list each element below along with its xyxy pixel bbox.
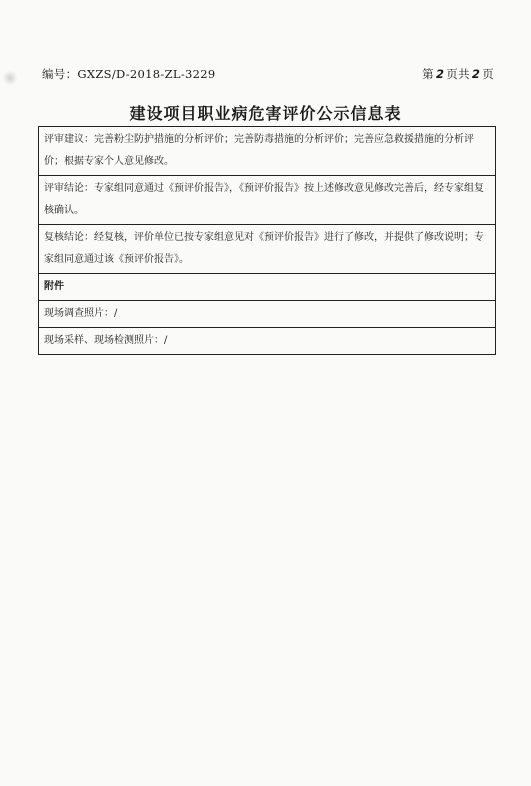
info-table <box>38 126 496 355</box>
page-info <box>422 66 494 82</box>
page-prefix: 第 <box>422 67 434 81</box>
page-middle: 页共 <box>446 67 470 81</box>
recheck-conclusion-cell: 复核结论：经复核，评价单位已按专家组意见对《预评价报告》进行了修改，并提供了修改说明；专家组同意通过该《预评价报告》。 <box>39 225 496 274</box>
table-row <box>39 301 496 328</box>
table-row <box>39 127 496 176</box>
review-conclusion-cell: 评审结论：专家组同意通过《预评价报告》，《预评价报告》按上述修改意见修改完善后，经专家组复核确认。 <box>39 176 496 225</box>
table-row <box>39 176 496 225</box>
sampling-photos-cell: 现场采样、现场检测照片：/ <box>39 328 496 355</box>
doc-number: 编号：GXZS/D-2018-ZL-3229 <box>42 67 216 81</box>
table-row <box>39 274 496 301</box>
table-row <box>39 328 496 355</box>
page-total: 2 <box>471 67 481 81</box>
page-suffix: 页 <box>482 67 494 81</box>
page-title: 建设项目职业病危害评价公示信息表 <box>129 104 402 123</box>
attachment-label-cell: 附件 <box>39 274 496 301</box>
scan-smudge <box>3 70 17 86</box>
header-row <box>42 66 494 84</box>
table-row <box>39 225 496 274</box>
review-suggestion-cell: 评审建议：完善粉尘防护措施的分析评价；完善防毒措施的分析评价；完善应急救援措施的分析评价；根据专家个人意见修改。 <box>39 127 496 176</box>
page-current: 2 <box>435 67 445 81</box>
site-survey-photos-cell: 现场调查照片：/ <box>39 301 496 328</box>
